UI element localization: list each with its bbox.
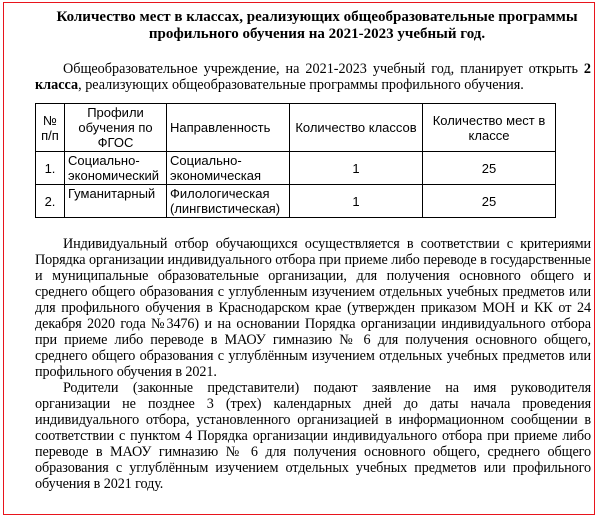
document-frame (3, 2, 595, 515)
intro-class-count: 2 класса (35, 61, 591, 93)
document-title: Количество мест в классах, реализующих общеобразовательные программы профильного обучения на 2021-2023 учебный год. (56, 9, 578, 42)
header-profile: Профили обучения по ФГОС (65, 104, 167, 152)
row-class-count: 1 (290, 185, 423, 218)
document-content (35, 9, 591, 492)
table-header-row (36, 104, 556, 152)
header-class-count: Количество классов (290, 104, 423, 152)
row-direction: Социально-экономическая (167, 152, 290, 185)
intro-text-end: , реализующих общеобразовательные программы профильного обучения. (78, 77, 524, 93)
header-seat-count: Количество мест в классе (423, 104, 556, 152)
row-seat-count: 25 (423, 185, 556, 218)
parents-paragraph: Родители (законные представители) подают заявление на имя руководителя организации не позднее 3 (трех) календарных дней до даты начала проведения индивидуального отбора, установленного организацией в информационном сообщении в соответствии с пунктом 4 Порядка организации индивидуального отбора при приеме либо переводе в МАОУ гимназию № 6 для получения основного общего, среднего общего образования с углублённым изучением отдельных учебных предметов или профильного обучения в 2021 году. (35, 380, 591, 492)
row-profile: Гуманитарный (65, 185, 167, 218)
profile-classes-table (35, 103, 556, 218)
row-class-count: 1 (290, 152, 423, 185)
row-profile: Социально-экономический (65, 152, 167, 185)
row-seat-count: 25 (423, 152, 556, 185)
header-direction: Направленность (167, 104, 290, 152)
header-number: № п/п (36, 104, 65, 152)
row-number: 2. (36, 185, 65, 218)
row-number: 1. (36, 152, 65, 185)
intro-text-start: Общеобразовательное учреждение, на 2021-2023 учебный год, планирует открыть (63, 61, 584, 77)
intro-paragraph (35, 61, 591, 93)
selection-paragraph: Индивидуальный отбор обучающихся осуществляется в соответствии с критериями Порядка организации индивидуального отбора при приеме либо переводе в государственные и муниципальные образовательные организации, для получения основного общего и среднего общего образования с углубленным изучением отдельных учебных предметов или для профильного обучения в Краснодарском крае (утвержден приказом МОН и КК от 24 декабря 2020 года №3476) и на основании Порядка организации индивидуального отбора при приеме либо переводе в МАОУ гимназию № 6 для получения основного общего, среднего общего образования с углублённым изучением отдельных учебных предметов или профильного обучения в 2021. (35, 236, 591, 380)
table-row (36, 152, 556, 185)
table-row (36, 185, 556, 218)
row-direction: Филологическая (лингвистическая) (167, 185, 290, 218)
